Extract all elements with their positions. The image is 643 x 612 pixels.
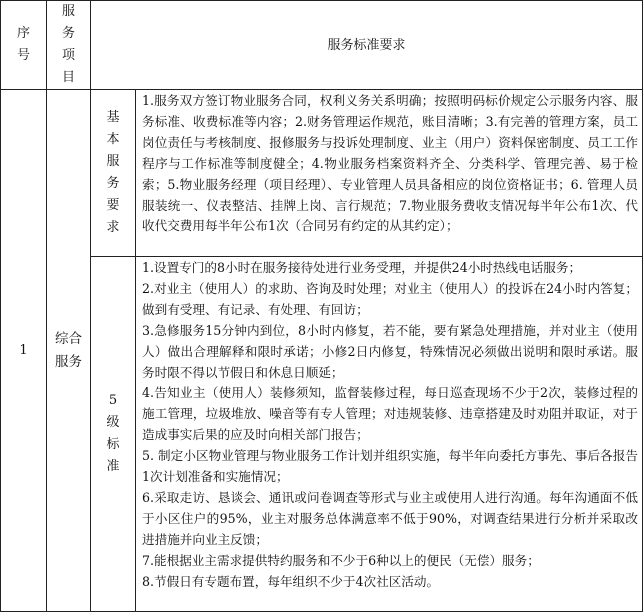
- basic-requirement-content: [136, 90, 643, 257]
- level5-item-7: 7.能根据业主需求提供特约服务和不少于6种以上的便民（无偿）服务；: [142, 552, 540, 568]
- basic-requirement-text: 1.服务双方签订物业服务合同，权利义务关系明确；按照明码标价规定公示服务内容、服务标准、收费标准等内容；2.财务管理运作规范，账目清晰；3.有完善的管理方案，员工岗位责任与考核制度、报修服务与投诉处理制度、业主（用户）资料保密制度、员工工作程序与工作标准等制度健全；4.物业服务档案资料齐全、分类科学、管理完善、易于检索；5.物业服务经理（项目经理）、专业管理人员具备相应的岗位资格证书；6. 管理人员服装统一、仪表整洁、挂牌上岗、言行规范；7.物业服务费收支情况每半年公布1次、代收代交费用每半年公布1次（合同另有约定的从其约定）；: [142, 93, 639, 234]
- level5-label: 5级标准: [106, 393, 120, 474]
- basic-requirement-row: [1, 90, 643, 257]
- row-number: 1: [19, 343, 28, 358]
- level5-item-5: 5. 制定小区物业管理与物业服务工作计划并组织实施，每半年向委托方事先、事后各报告1次计划准备和实施情况；: [142, 448, 639, 485]
- level5-row: [1, 257, 643, 612]
- basic-label-cell: [91, 90, 136, 257]
- header-requirement-cell: [91, 1, 643, 90]
- level5-item-2: 2.对业主（使用人）的求助、咨询及时处理；对业主（使用人）的投诉在24小时内答复；做到有受理、有记录、有处理、有回访；: [142, 280, 639, 317]
- header-no-cell: [1, 1, 47, 90]
- level5-item-8: 8.节假日有专题布置，每年组织不少于4次社区活动。: [142, 573, 440, 589]
- service-item-label: 综合服务: [55, 330, 82, 370]
- header-item: 服务项目: [61, 4, 75, 85]
- level5-content: [136, 257, 643, 612]
- level5-item-6: 6.采取走访、恳谈会、通讯或问卷调查等形式与业主或使用人进行沟通。每年沟通面不低于小区住户的95%，业主对服务总体满意率不低于90%，对调查结果进行分析并采取改进措施并向业主反馈；: [142, 489, 639, 547]
- service-item-cell: [47, 90, 91, 612]
- header-row: [1, 1, 643, 90]
- level5-item-1: 1.设置专门的8小时在服务接待处进行业务受理，并提供24小时热线电话服务；: [142, 260, 582, 275]
- header-no: 序号: [16, 26, 30, 63]
- row-number-cell: [1, 90, 47, 612]
- level5-label-cell: [91, 257, 136, 612]
- level5-item-4: 4.告知业主（使用人）装修须知，监督装修过程，每日巡查现场不少于2次，装修过程的施工管理，垃圾堆放、噪音等有专人管理；对违规装修、违章搭建及时劝阻并取证，对于造成事实后果的应及时向相关部门报告；: [142, 385, 639, 443]
- header-item-cell: [47, 1, 91, 90]
- level5-item-3: 3.急修服务15分钟内到位，8小时内修复，若不能，要有紧急处理措施，并对业主（使用人）做出合理解释和限时承诺；小修2日内修复，特殊情况必须做出说明和限时承诺。服务时限不得以节假日和休息日顺延；: [142, 322, 639, 380]
- header-requirement: 服务标准要求: [327, 37, 406, 53]
- basic-requirement-label: 基本服务要求: [106, 110, 120, 235]
